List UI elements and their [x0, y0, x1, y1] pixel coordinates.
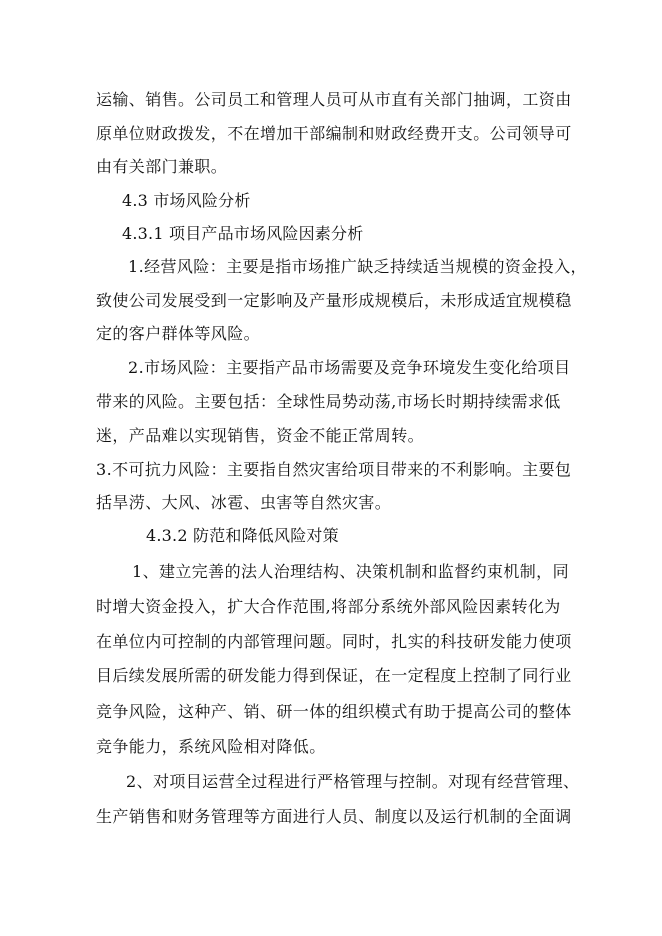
- paragraph-line: 1.经营风险：主要是指市场推广缺乏持续适当规模的资金投入，: [128, 257, 587, 276]
- paragraph-line: 带来的风险。主要包括：全球性局势动荡,市场长时期持续需求低: [96, 392, 561, 411]
- paragraph-line: 生产销售和财务管理等方面进行人员、制度以及运行机制的全面调: [96, 807, 572, 826]
- section-heading: 4.3 市场风险分析: [122, 191, 251, 210]
- paragraph-line: 2.市场风险：主要指产品市场需要及竞争环境发生变化给项目: [128, 358, 571, 377]
- paragraph-line: 由有关部门兼职。: [96, 157, 228, 176]
- paragraph-line: 在单位内可控制的内部管理问题。同时，扎实的科技研发能力使项: [96, 632, 572, 651]
- paragraph-line: 时增大资金投入，扩大合作范围,将部分系统外部风险因素转化为: [96, 597, 561, 616]
- paragraph-line: 运输、销售。公司员工和管理人员可从市直有关部门抽调，工资由: [96, 90, 572, 109]
- paragraph-line: 致使公司发展受到一定影响及产量形成规模后，未形成适宜规模稳: [96, 291, 572, 310]
- paragraph-line: 1、建立完善的法人治理结构、决策机制和监督约束机制，同: [132, 562, 569, 581]
- paragraph-line: 2、对项目运营全过程进行严格管理与控制。对现有经营管理、: [126, 772, 580, 791]
- subsection-heading: 4.3.2 防范和降低风险对策: [146, 526, 339, 545]
- paragraph-line: 定的客户群体等风险。: [96, 324, 261, 343]
- paragraph-line: 竞争能力，系统风险相对降低。: [96, 737, 326, 756]
- paragraph-line: 竞争风险，这种产、销、研一体的组织模式有助于提高公司的整体: [96, 702, 572, 721]
- paragraph-line: 括旱涝、大风、冰雹、虫害等自然灾害。: [96, 493, 392, 512]
- paragraph-line: 目后续发展所需的研发能力得到保证，在一定程度上控制了同行业: [96, 666, 572, 685]
- paragraph-line: 迷，产品难以实现销售，资金不能正常周转。: [96, 426, 425, 445]
- paragraph-line: 3.不可抗力风险：主要指自然灾害给项目带来的不利影响。主要包: [96, 460, 572, 479]
- subsection-heading: 4.3.1 项目产品市场风险因素分析: [122, 224, 364, 243]
- paragraph-line: 原单位财政拨发，不在增加干部编制和财政经费开支。公司领导可: [96, 124, 572, 143]
